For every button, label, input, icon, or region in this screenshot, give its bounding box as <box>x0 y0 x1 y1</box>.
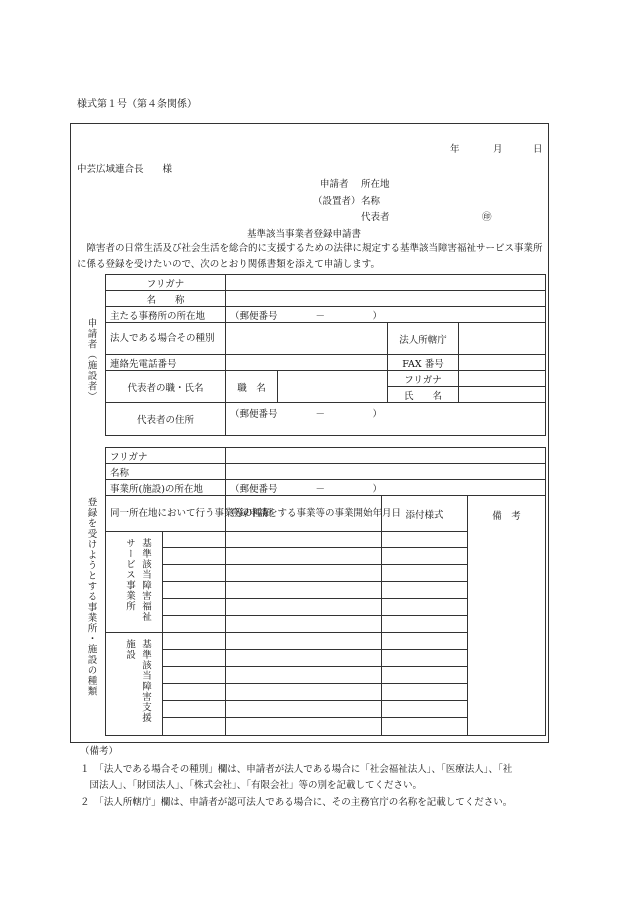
facility-type-cell[interactable] <box>163 633 226 650</box>
position-label: 職 名 <box>226 371 278 403</box>
applicant-address-label: 所在地 <box>361 179 390 190</box>
corp-type-label: 法人である場合その種別 <box>106 323 226 355</box>
phone-label: 連絡先電話番号 <box>106 355 226 371</box>
facility-date-cell[interactable] <box>226 718 382 736</box>
facility-type-cell[interactable] <box>163 718 226 736</box>
table-row <box>106 291 546 307</box>
rep-title-name-label: 代表者の職・氏名 <box>106 371 226 403</box>
service-attach-cell[interactable] <box>382 532 468 548</box>
rep-furigana-field[interactable] <box>459 371 546 387</box>
service-group-sub: 基準該当障害福祉 <box>140 538 151 622</box>
applicant-table <box>105 274 546 436</box>
jurisdiction-field[interactable] <box>459 323 546 355</box>
office-address-label: 主たる事務所の所在地 <box>106 307 226 323</box>
sec2-side-label: 登録を受けようとする事業所・施設の種類 <box>85 497 97 697</box>
table-row <box>106 448 546 464</box>
rep-address-label: 代表者の住所 <box>106 403 226 436</box>
rep-address-postal[interactable]: （郵便番号 － ） <box>226 403 546 436</box>
name-field[interactable] <box>226 291 546 307</box>
service-date-cell[interactable] <box>226 565 382 582</box>
notes-heading: （備考） <box>80 746 119 757</box>
service-type-cell[interactable] <box>163 565 226 582</box>
facility-group-sub: 基準該当障害支援 <box>140 639 151 723</box>
service-date-cell[interactable] <box>226 599 382 616</box>
jurisdiction-label: 法人所轄庁 <box>388 323 459 355</box>
note-line-3: ２ 「法人所轄庁」欄は、申請者が認可法人である場合に、その主務官庁の名称を記載してください。 <box>80 797 513 808</box>
form-number: 様式第１号（第４条関係） <box>77 99 197 110</box>
service-type-cell[interactable] <box>163 616 226 633</box>
rep-name-field[interactable] <box>459 387 546 403</box>
facility-date-cell[interactable] <box>226 667 382 684</box>
seal-mark: ㊞ <box>482 212 492 223</box>
service-attach-cell[interactable] <box>382 548 468 565</box>
furigana-label: フリガナ <box>106 275 226 291</box>
service-date-cell[interactable] <box>226 582 382 599</box>
table-row <box>106 403 546 436</box>
facility-furigana-label: フリガナ <box>106 448 226 464</box>
facility-attach-cell[interactable] <box>382 650 468 667</box>
facility-date-cell[interactable] <box>226 650 382 667</box>
service-date-cell[interactable] <box>226 616 382 633</box>
start-date-header: 登録申請をする事業等の事業開始年月日 <box>226 496 382 532</box>
service-attach-cell[interactable] <box>382 582 468 599</box>
facility-attach-cell[interactable] <box>382 718 468 736</box>
fax-label: FAX 番号 <box>388 355 459 371</box>
same-location-header: 同一所在地において行う事業等の種類 <box>106 496 226 532</box>
facility-address-postal[interactable]: （郵便番号 － ） <box>226 480 546 496</box>
installer-label: （設置者） <box>313 196 361 207</box>
service-type-cell[interactable] <box>163 532 226 548</box>
service-date-cell[interactable] <box>226 548 382 565</box>
addressee: 中芸広域連合長 様 <box>77 164 173 175</box>
rep-name-label: 氏 名 <box>388 387 459 403</box>
position-field[interactable] <box>278 371 388 403</box>
facility-furigana-field[interactable] <box>226 448 546 464</box>
facility-address-label: 事業所(施設)の所在地 <box>106 480 226 496</box>
facility-attach-cell[interactable] <box>382 684 468 701</box>
intro-text: 障害者の日常生活及び社会生活を総合的に支援するための法律に規定する基準該当障害福祉サービス事業所に係る登録を受けたいので、次のとおり関係書類を添えて申請します。 <box>77 243 543 270</box>
note-line-2: 団法人」、「財団法人」、「株式会社」、「有限会社」等の別を記載してください。 <box>80 780 423 791</box>
fax-field[interactable] <box>459 355 546 371</box>
remarks-header: 備 考 <box>468 496 546 736</box>
sec1-side-label: 申請者（施設者） <box>85 318 97 402</box>
date-year: 年 <box>450 144 460 155</box>
service-type-cell[interactable] <box>163 582 226 599</box>
table-row <box>106 371 546 387</box>
table-row <box>106 480 546 496</box>
service-date-cell[interactable] <box>226 532 382 548</box>
facility-group-cell <box>106 633 163 736</box>
rep-furigana-label: フリガナ <box>388 371 459 387</box>
attachment-header: 添付様式 <box>382 496 468 532</box>
furigana-field[interactable] <box>226 275 546 291</box>
facility-attach-cell[interactable] <box>382 667 468 684</box>
applicant-name-label: 名称 <box>361 196 381 207</box>
table-row <box>106 355 546 371</box>
service-type-cell[interactable] <box>163 599 226 616</box>
service-group-cell <box>106 532 163 633</box>
phone-field[interactable] <box>226 355 388 371</box>
date-month: 月 <box>493 144 503 155</box>
facility-name-label: 名称 <box>106 464 226 480</box>
facility-type-cell[interactable] <box>163 701 226 718</box>
corp-type-field[interactable] <box>226 323 388 355</box>
service-type-cell[interactable] <box>163 548 226 565</box>
table-row <box>106 307 546 323</box>
date-day: 日 <box>533 144 543 155</box>
service-attach-cell[interactable] <box>382 616 468 633</box>
facility-name-field[interactable] <box>226 464 546 480</box>
service-group-label: サービス事業所 <box>124 538 135 612</box>
office-address-postal[interactable]: （郵便番号 － ） <box>226 307 546 323</box>
facility-table <box>105 447 546 736</box>
service-attach-cell[interactable] <box>382 599 468 616</box>
facility-attach-cell[interactable] <box>382 701 468 718</box>
table-row <box>106 464 546 480</box>
facility-attach-cell[interactable] <box>382 633 468 650</box>
facility-type-cell[interactable] <box>163 667 226 684</box>
facility-date-cell[interactable] <box>226 633 382 650</box>
facility-date-cell[interactable] <box>226 701 382 718</box>
service-attach-cell[interactable] <box>382 565 468 582</box>
table-row <box>106 275 546 291</box>
table-row <box>106 496 546 532</box>
representative-label: 代表者 <box>361 212 390 223</box>
facility-date-cell[interactable] <box>226 684 382 701</box>
note-line-1: １ 「法人である場合その種別」欄は、申請者が法人である場合に「社会福祉法人」、「医療法人」、「社 <box>80 764 513 775</box>
facility-group-label: 施設 <box>124 639 135 660</box>
facility-type-cell[interactable] <box>163 650 226 667</box>
form-title: 基準該当事業者登録申請書 <box>247 229 362 240</box>
facility-type-cell[interactable] <box>163 684 226 701</box>
table-row <box>106 323 546 355</box>
applicant-label: 申請者 <box>320 179 349 190</box>
name-label: 名 称 <box>106 291 226 307</box>
